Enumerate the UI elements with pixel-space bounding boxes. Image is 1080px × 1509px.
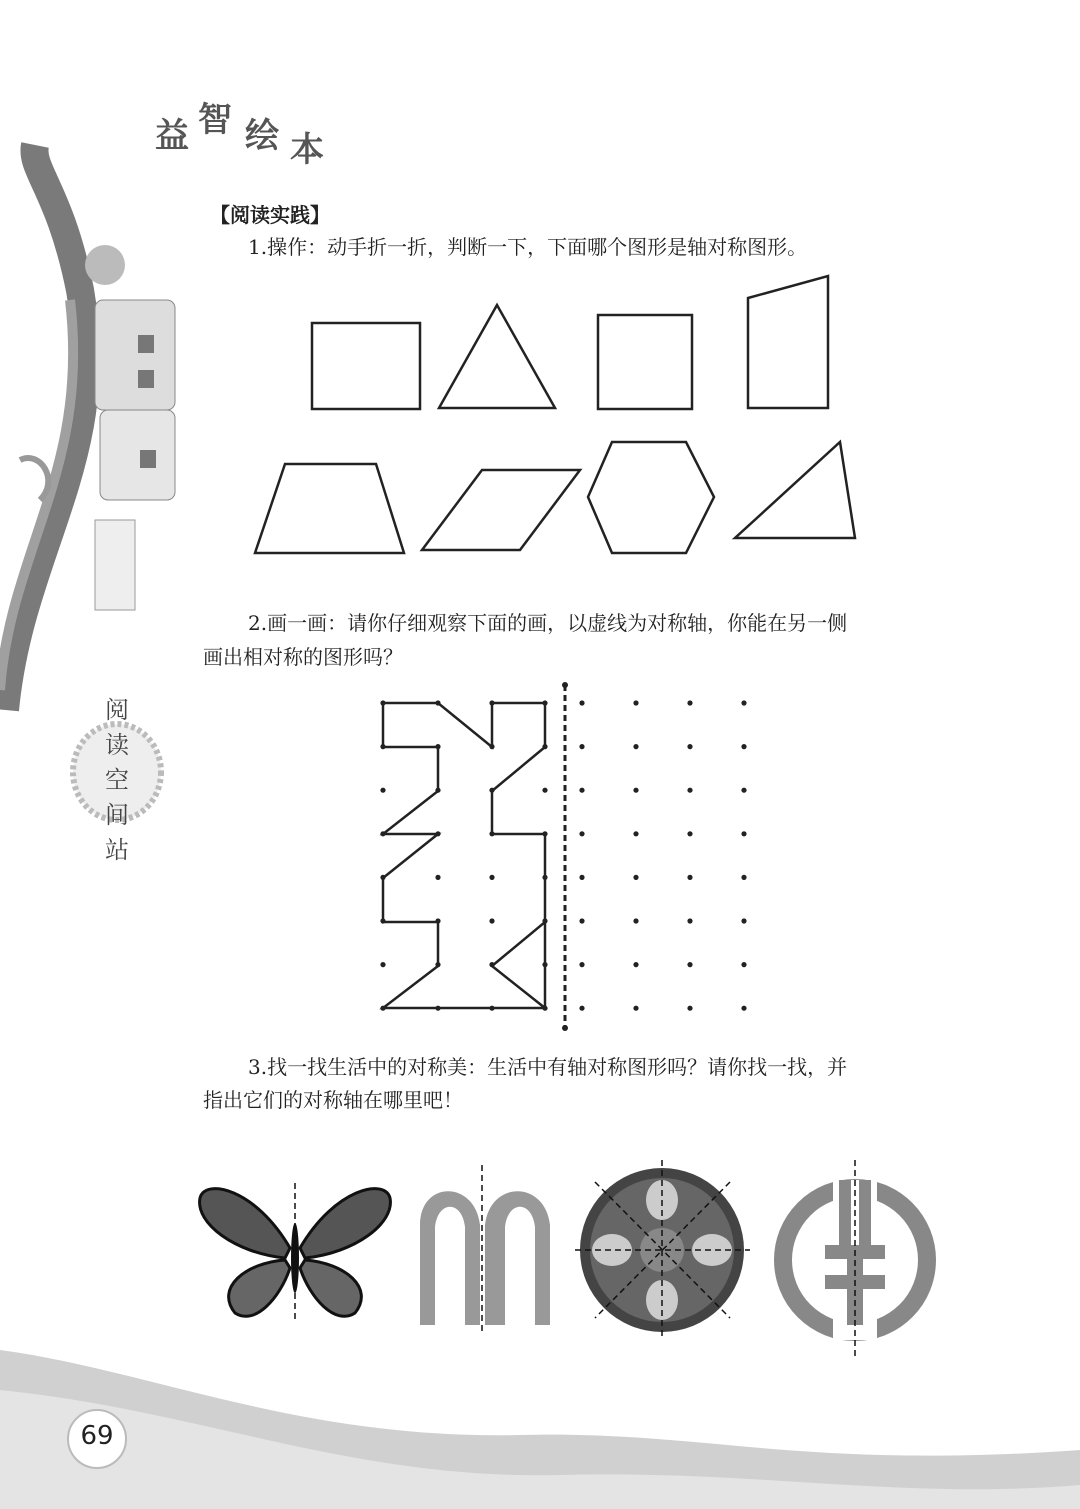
grid-dot (579, 744, 584, 749)
grid-dot (741, 962, 746, 967)
grid-dot (741, 1006, 746, 1011)
grid-dot (741, 831, 746, 836)
shape-square (598, 315, 692, 409)
round-butterfly-pattern-image (575, 1160, 750, 1340)
grid-dot (741, 744, 746, 749)
grid-dot (542, 788, 547, 793)
grid-dot (380, 962, 385, 967)
sidebar-label-char-4: 间 (105, 801, 129, 829)
shape-isosceles-trapezoid (255, 464, 404, 553)
half-figure-outline (383, 703, 545, 1008)
grid-dot (687, 788, 692, 793)
question-1: 1.操作：动手折一折，判断一下，下面哪个图形是轴对称图形。 (248, 235, 808, 259)
grid-dot (579, 831, 584, 836)
grid-dot (579, 788, 584, 793)
grid-dot (633, 831, 638, 836)
grid-dot (633, 875, 638, 880)
grid-dot (579, 918, 584, 923)
question-2-line-1: 2.画一画：请你仔细观察下面的画，以虚线为对称轴，你能在另一侧 (248, 611, 848, 635)
grid-dot (633, 962, 638, 967)
shape-parallelogram (422, 470, 580, 550)
grid-dot (579, 875, 584, 880)
grid-dot (741, 788, 746, 793)
grid-dot (741, 918, 746, 923)
grid-dot (687, 1006, 692, 1011)
grid-dot (633, 700, 638, 705)
sidebar-label (97, 690, 137, 865)
page-number: 69 (80, 1421, 114, 1451)
grid-dot (435, 875, 440, 880)
decorative-tower-illustration (0, 130, 215, 720)
shape-rectangle (312, 323, 420, 409)
arches-logo-image (410, 1165, 560, 1335)
header-char-2: 智 (198, 100, 232, 140)
question-2-line-2: 画出相对称的图形吗？ (203, 645, 403, 669)
section-title: 【阅读实践】 (210, 203, 330, 227)
grid-dot (579, 700, 584, 705)
grid-dot (633, 1006, 638, 1011)
sidebar-label-char-3: 空 (105, 766, 129, 794)
grid-dot (687, 962, 692, 967)
shape-right-trapezoid (748, 276, 828, 408)
grid-dot (489, 918, 494, 923)
grid-dot (579, 1006, 584, 1011)
shapes-grid (245, 270, 865, 560)
grid-dot (687, 700, 692, 705)
symmetry-drawing-grid (370, 678, 760, 1033)
sidebar-label-char-5: 站 (105, 836, 129, 864)
grid-dot (633, 918, 638, 923)
header-char-4: 本 (290, 130, 324, 170)
grid-dot (380, 788, 385, 793)
grid-dot (687, 918, 692, 923)
header-char-1: 益 (155, 116, 189, 156)
grid-dot (633, 788, 638, 793)
grid-dot (687, 744, 692, 749)
grid-dot (579, 962, 584, 967)
header-char-3: 绘 (245, 116, 279, 156)
butterfly-image (195, 1178, 395, 1328)
sidebar-label-char-1: 阅 (105, 696, 129, 724)
question-3-line-1: 3.找一找生活中的对称美：生活中有轴对称图形吗？请你找一找，并 (248, 1055, 848, 1079)
grid-dot (687, 831, 692, 836)
shape-triangle (439, 305, 555, 408)
grid-dot (687, 875, 692, 880)
grid-dot (741, 700, 746, 705)
shape-hexagon (588, 442, 714, 553)
grid-dot (741, 875, 746, 880)
grid-dot (489, 875, 494, 880)
bottom-wave-decoration (0, 1330, 1080, 1509)
question-3-line-2: 指出它们的对称轴在哪里吧！ (203, 1088, 463, 1112)
sidebar-label-char-2: 读 (105, 731, 129, 759)
grid-dot (633, 744, 638, 749)
shape-obtuse-triangle (735, 442, 855, 538)
